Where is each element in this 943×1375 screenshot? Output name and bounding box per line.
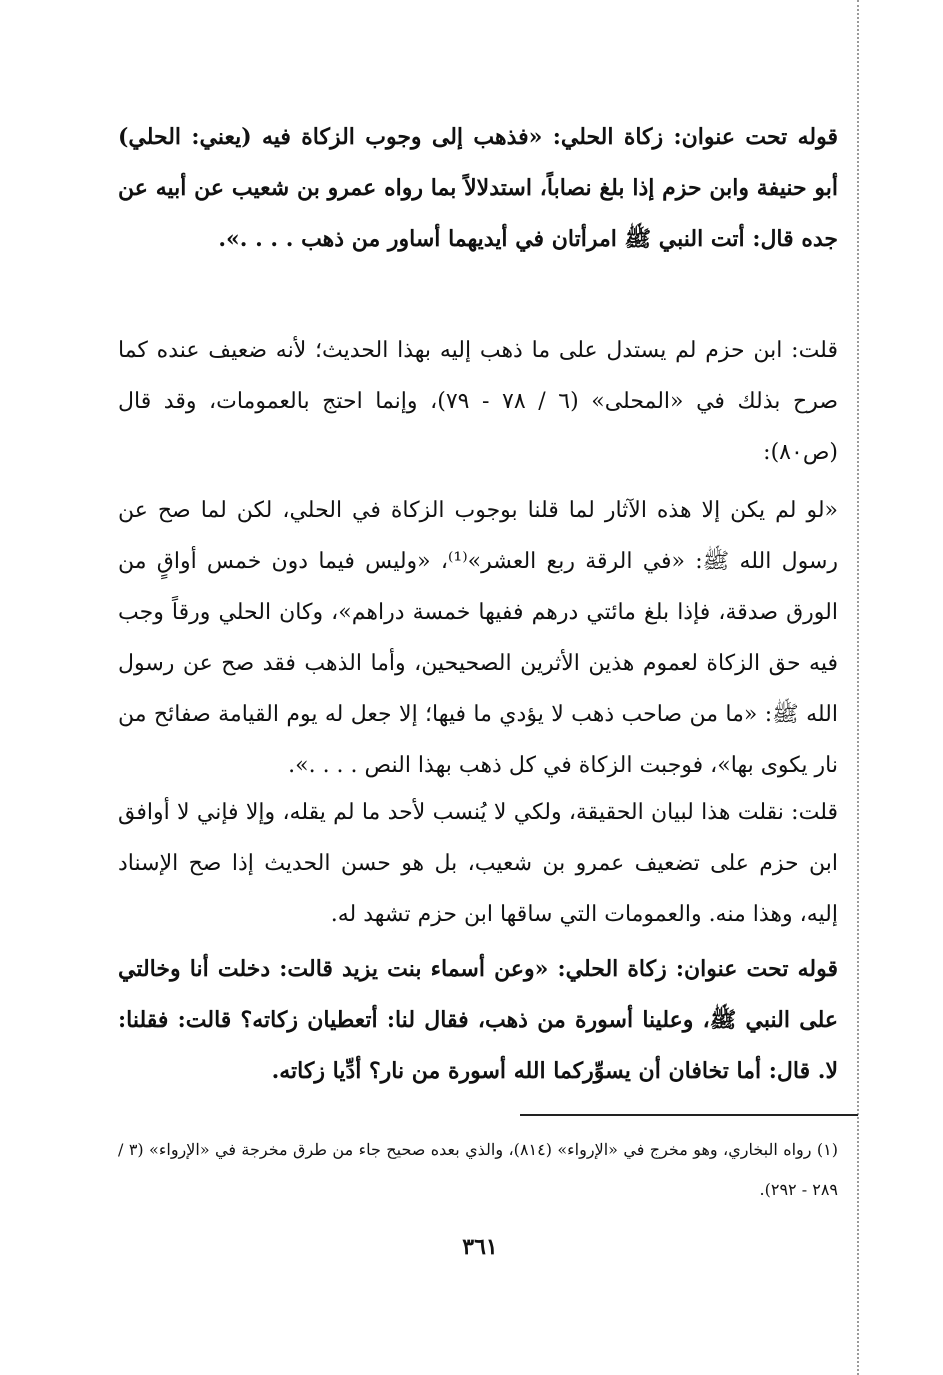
footnote-rule: [520, 1114, 858, 1116]
page-number: ٣٦١: [462, 1234, 498, 1260]
paragraph-comment-1: قلت: ابن حزم لم يستدل على ما ذهب إليه بهذا الحديث؛ لأنه ضعيف عنده كما صرح بذلك في «المحلى» (٦ / ٧٨ - ٧٩)، وإنما احتج بالعمومات، وقد قال (ص٨٠):: [118, 338, 839, 465]
page-edge-divider: [857, 0, 859, 1375]
paragraph-quote-2: قوله تحت عنوان: زكاة الحلي: «وعن أسماء بنت يزيد قالت: دخلت أنا وخالتي على النبي ﷺ، وعلينا أسورة من ذهب، فقال لنا: أتعطيان زكاته؟ قالت: فقلنا: لا. قال: أما تخافان أن يسوِّركما الله أسورة من نار؟ أدِّيا زكاته.: [118, 956, 838, 1084]
paragraph-ibn-hazm-quote: «لو لم يكن إلا هذه الآثار لما قلنا بوجوب الزكاة في الحلي، لكن لما صح عن رسول الله ﷺ: «في الرقة ربع العشر»⁽¹⁾، «وليس فيما دون خمس أواقٍ من الورق صدقة، فإذا بلغ مائتي درهم ففيها خمسة دراهم»، وكان الحلي ورقاً وجب فيه حق الزكاة لعموم هذين الأثرين الصحيحين، وأما الذهب فقد صح عن رسول الله ﷺ: «ما من صاحب ذهب لا يؤدي ما فيها؛ إلا جعل له يوم القيامة صفائح من نار يكوى بها»، فوجبت الزكاة في كل ذهب بهذا النص . . . .».: [118, 498, 839, 778]
paragraph-quote-1: قوله تحت عنوان: زكاة الحلي: «فذهب إلى وجوب الزكاة فيه (يعني: الحلي) أبو حنيفة وابن حزم إذا بلغ نصاباً، استدلالاً بما رواه عمرو بن شعيب عن أبيه عن جده قال: أتت النبي ﷺ امرأتان في أيديهما أساور من ذهب . . . .».: [118, 124, 838, 252]
footnote: (١) رواه البخاري، وهو مخرج في «الإرواء» (٨١٤)، والذي بعده صحيح جاء من طرق مخرجة في «الإرواء» (٣ / ٢٨٩ - ٢٩٢).: [118, 1140, 839, 1199]
paragraph-comment-2: قلت: نقلت هذا لبيان الحقيقة، ولكي لا يُنسب لأحد ما لم يقله، وإلا فإني لا أوافق ابن حزم على تضعيف عمرو بن شعيب، بل هو حسن الحديث إذا صح الإسناد إليه، وهذا منه. والعمومات التي ساقها ابن حزم تشهد له.: [118, 800, 838, 927]
